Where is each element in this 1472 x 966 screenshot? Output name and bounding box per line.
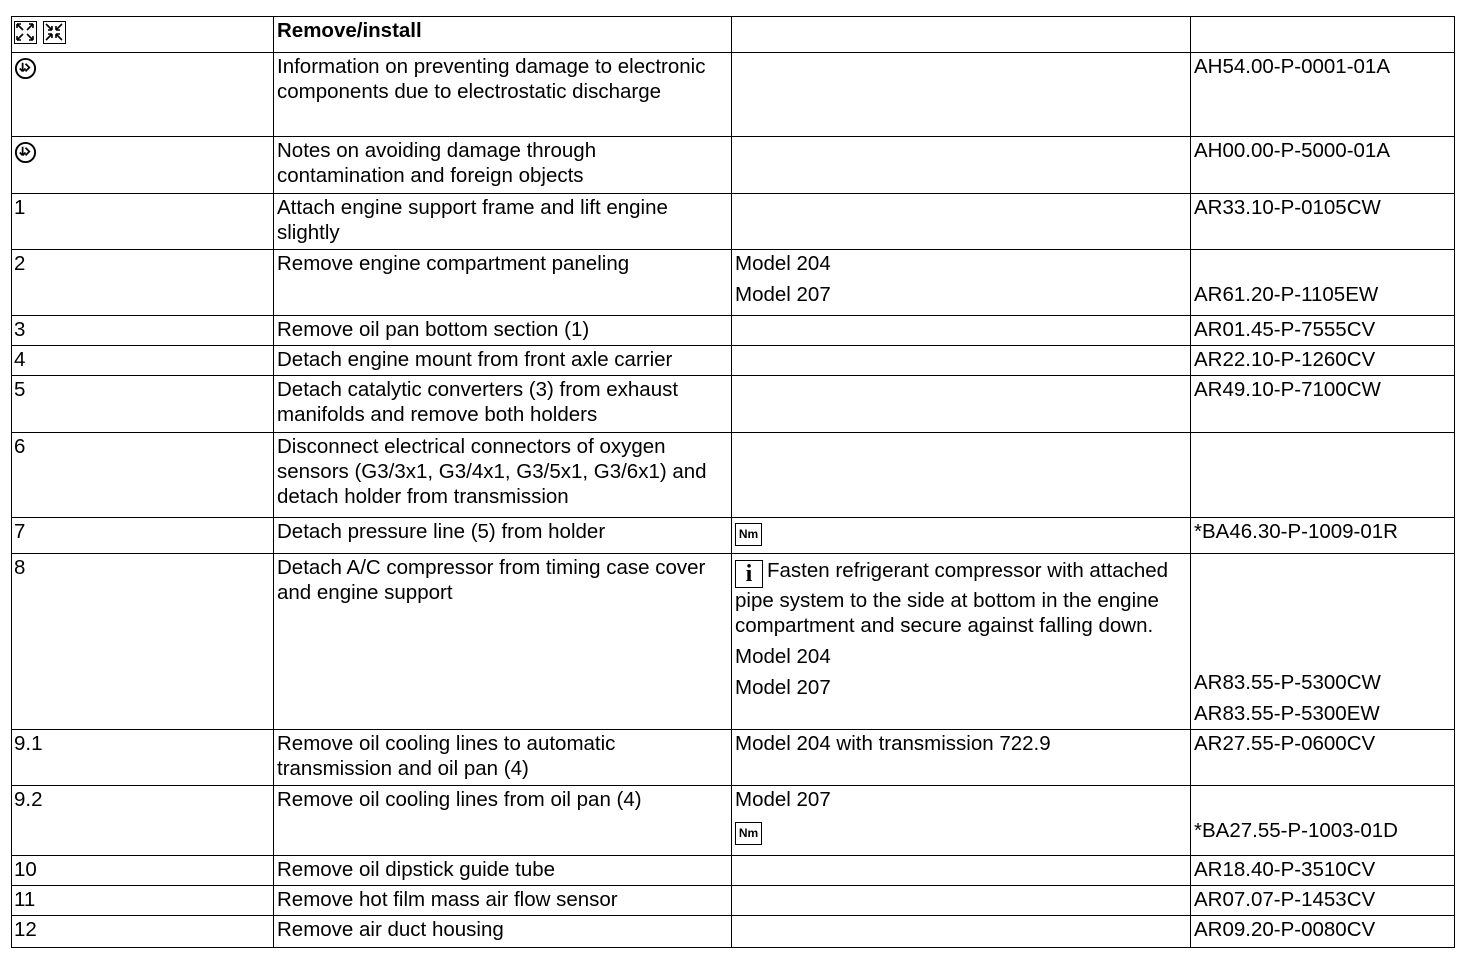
step-description: Remove oil cooling lines to automatic transmission and oil pan (4) <box>274 730 732 786</box>
step-reference <box>1191 433 1455 518</box>
torque-nm-icon[interactable]: Nm <box>735 523 762 546</box>
step-reference[interactable]: AR27.55-P-0600CV <box>1191 730 1455 786</box>
step-reference[interactable]: AH00.00-P-5000-01A <box>1191 137 1455 194</box>
header-notes-cell <box>732 17 1191 53</box>
step-notes <box>732 316 1191 346</box>
step-description: Attach engine support frame and lift engine slightly <box>274 194 732 250</box>
step-reference[interactable]: *BA46.30-P-1009-01R <box>1191 518 1455 554</box>
model-note: Model 207 <box>735 283 831 306</box>
step-number: 5 <box>12 376 274 433</box>
step-notes: Model 204 with transmission 722.9 <box>732 730 1191 786</box>
step-notes <box>732 376 1191 433</box>
step-reference[interactable]: AR09.20-P-0080CV <box>1191 916 1455 948</box>
info-text: Fasten refrigerant compressor with attached pipe system to the side at bottom in the engine compartment and secure against falling down. <box>735 559 1169 637</box>
step-reference[interactable]: AR33.10-P-0105CW <box>1191 194 1455 250</box>
step-reference[interactable]: AR22.10-P-1260CV <box>1191 346 1455 376</box>
step-description: Detach pressure line (5) from holder <box>274 518 732 554</box>
notes-circle-icon <box>14 141 37 164</box>
step-description: Disconnect electrical connectors of oxygen sensors (G3/3x1, G3/4x1, G3/5x1, G3/6x1) and detach holder from transmission <box>274 433 732 518</box>
step-notes <box>732 137 1191 194</box>
step-notes <box>732 250 1191 316</box>
step-description: Notes on avoiding damage through contamination and foreign objects <box>274 137 732 194</box>
header-ref-cell <box>1191 17 1455 53</box>
table-row <box>12 786 1455 856</box>
model-note: Model 207 <box>735 788 831 811</box>
table-row <box>12 376 1455 433</box>
reference-link[interactable]: AR83.55-P-5300CW <box>1194 671 1381 694</box>
table-row <box>12 518 1455 554</box>
model-note: Model 204 <box>735 252 831 275</box>
step-number: 11 <box>12 886 274 916</box>
step-number: 3 <box>12 316 274 346</box>
model-note: Model 207 <box>735 676 831 699</box>
step-notes <box>732 194 1191 250</box>
step-description: Remove oil dipstick guide tube <box>274 856 732 886</box>
step-description: Remove hot film mass air flow sensor <box>274 886 732 916</box>
table-row <box>12 916 1455 948</box>
table-row <box>12 53 1455 137</box>
torque-nm-icon[interactable]: Nm <box>735 822 762 845</box>
notes-circle-icon <box>14 57 37 80</box>
step-description: Information on preventing damage to electronic components due to electrostatic discharge <box>274 53 732 137</box>
step-notes <box>732 346 1191 376</box>
step-number: 2 <box>12 250 274 316</box>
step-description: Remove oil pan bottom section (1) <box>274 316 732 346</box>
step-number: 1 <box>12 194 274 250</box>
step-reference <box>1191 554 1455 730</box>
step-notes <box>732 518 1191 554</box>
step-notes <box>732 554 1191 730</box>
step-cell <box>12 53 274 137</box>
reference-link[interactable]: *BA27.55-P-1003-01D <box>1194 819 1398 842</box>
step-reference[interactable]: AR49.10-P-7100CW <box>1191 376 1455 433</box>
step-reference[interactable]: AR18.40-P-3510CV <box>1191 856 1455 886</box>
step-description: Remove engine compartment paneling <box>274 250 732 316</box>
info-note <box>735 558 1185 638</box>
procedure-table <box>11 16 1455 948</box>
step-description: Remove air duct housing <box>274 916 732 948</box>
step-number: 9.2 <box>12 786 274 856</box>
table-row <box>12 886 1455 916</box>
step-description: Detach catalytic converters (3) from exhaust manifolds and remove both holders <box>274 376 732 433</box>
step-notes <box>732 433 1191 518</box>
step-number: 4 <box>12 346 274 376</box>
step-notes <box>732 856 1191 886</box>
header-row <box>12 17 1455 53</box>
step-number: 8 <box>12 554 274 730</box>
step-number: 6 <box>12 433 274 518</box>
table-row <box>12 250 1455 316</box>
info-icon[interactable]: i <box>735 560 763 588</box>
step-reference[interactable]: AR07.07-P-1453CV <box>1191 886 1455 916</box>
step-number: 10 <box>12 856 274 886</box>
table-row <box>12 554 1455 730</box>
table-row <box>12 137 1455 194</box>
table-row <box>12 433 1455 518</box>
step-notes <box>732 53 1191 137</box>
header-icons-cell <box>12 17 274 53</box>
step-reference <box>1191 786 1455 856</box>
table-row <box>12 730 1455 786</box>
step-notes <box>732 786 1191 856</box>
model-note: Model 204 <box>735 645 831 668</box>
step-description: Detach engine mount from front axle carrier <box>274 346 732 376</box>
expand-all-icon[interactable] <box>14 21 37 44</box>
table-row <box>12 346 1455 376</box>
table-row <box>12 194 1455 250</box>
step-description: Detach A/C compressor from timing case cover and engine support <box>274 554 732 730</box>
table-row <box>12 316 1455 346</box>
step-reference[interactable]: AH54.00-P-0001-01A <box>1191 53 1455 137</box>
step-reference <box>1191 250 1455 316</box>
step-notes <box>732 916 1191 948</box>
step-number: 12 <box>12 916 274 948</box>
collapse-all-icon[interactable] <box>43 21 66 44</box>
step-cell <box>12 137 274 194</box>
step-number: 9.1 <box>12 730 274 786</box>
step-number: 7 <box>12 518 274 554</box>
step-description: Remove oil cooling lines from oil pan (4) <box>274 786 732 856</box>
reference-link[interactable]: AR61.20-P-1105EW <box>1194 283 1379 306</box>
step-notes <box>732 886 1191 916</box>
table-row <box>12 856 1455 886</box>
reference-link[interactable]: AR83.55-P-5300EW <box>1194 702 1380 725</box>
step-reference[interactable]: AR01.45-P-7555CV <box>1191 316 1455 346</box>
header-title: Remove/install <box>274 17 732 53</box>
